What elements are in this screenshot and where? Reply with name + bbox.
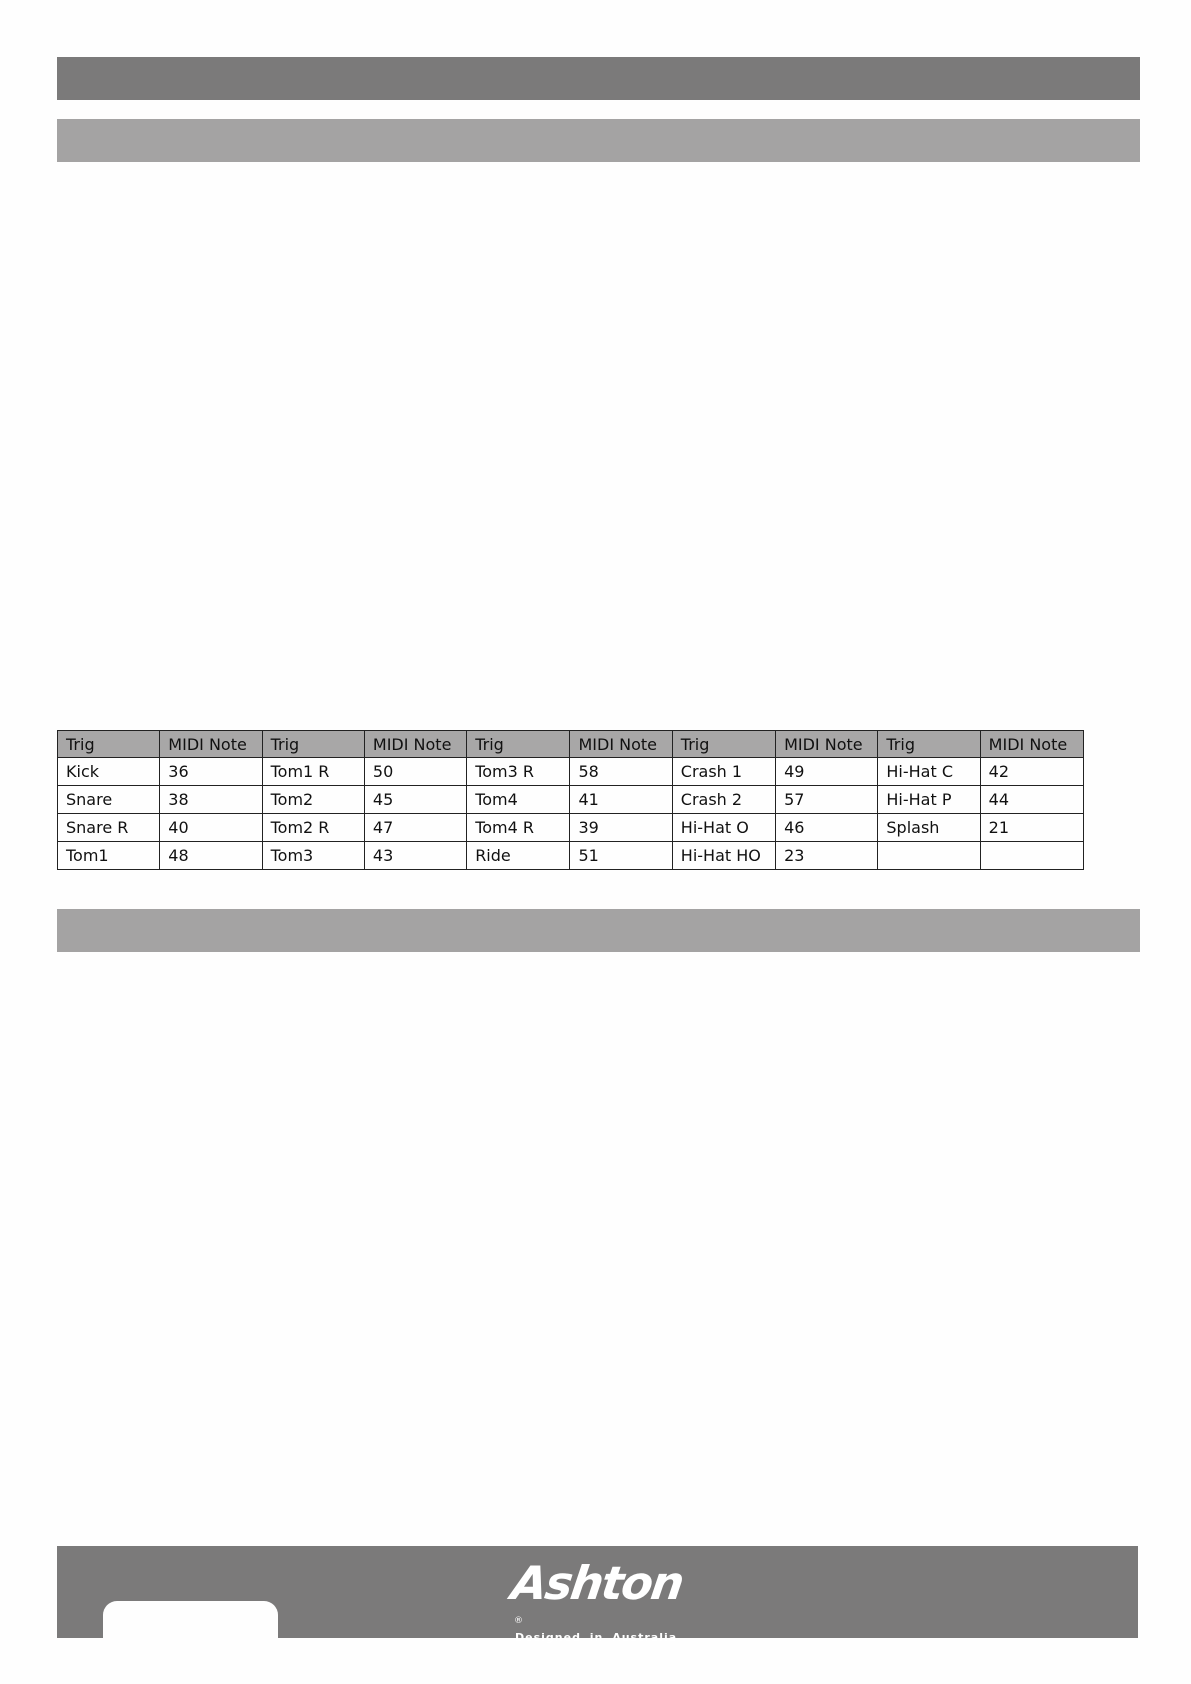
trig-cell: Crash 2 [672,786,775,814]
column-header-midi-note: MIDI Note [776,731,878,758]
logo-wordmark: Ashton [508,1556,686,1610]
trig-cell: Tom3 R [467,758,570,786]
midi-note-cell: 46 [776,814,878,842]
trig-cell: Tom1 R [262,758,364,786]
midi-note-cell: 45 [364,786,466,814]
midi-note-cell: 48 [160,842,262,870]
trig-cell: Tom2 [262,786,364,814]
midi-note-cell: 44 [980,786,1083,814]
trig-cell: Hi-Hat P [878,786,980,814]
table-row [58,758,1084,786]
trig-cell: Tom4 R [467,814,570,842]
midi-note-table [57,730,1084,870]
table-row [58,842,1084,870]
trig-cell: Hi-Hat HO [672,842,775,870]
midi-note-cell: 21 [980,814,1083,842]
column-header-trig: Trig [878,731,980,758]
trig-cell: Tom2 R [262,814,364,842]
trig-cell: Snare R [58,814,160,842]
midi-note-cell: 57 [776,786,878,814]
trig-cell: Hi-Hat O [672,814,775,842]
trig-cell: Kick [58,758,160,786]
table-row [58,814,1084,842]
table-row [58,786,1084,814]
midi-note-cell [980,842,1083,870]
column-header-trig: Trig [672,731,775,758]
column-header-trig: Trig [262,731,364,758]
midi-note-cell: 42 [980,758,1083,786]
column-header-midi-note: MIDI Note [364,731,466,758]
trig-cell: Tom3 [262,842,364,870]
table-header-row [58,731,1084,758]
registered-mark: ® [514,1616,523,1626]
ashton-logo [508,1556,692,1644]
midi-note-cell: 40 [160,814,262,842]
trig-cell: Ride [467,842,570,870]
section-heading-bar [57,909,1140,952]
trig-cell: Tom4 [467,786,570,814]
trig-cell [878,842,980,870]
midi-note-cell: 43 [364,842,466,870]
trig-cell: Snare [58,786,160,814]
trig-cell: Splash [878,814,980,842]
column-header-midi-note: MIDI Note [160,731,262,758]
midi-note-cell: 51 [570,842,672,870]
page-number-tab [103,1601,278,1641]
column-header-midi-note: MIDI Note [980,731,1083,758]
midi-note-cell: 38 [160,786,262,814]
footer [57,1546,1138,1644]
midi-note-cell: 49 [776,758,878,786]
header-bar [57,57,1140,100]
column-header-trig: Trig [467,731,570,758]
midi-note-cell: 41 [570,786,672,814]
midi-note-cell: 36 [160,758,262,786]
midi-note-cell: 47 [364,814,466,842]
section-heading-bar [57,119,1140,162]
midi-note-cell: 50 [364,758,466,786]
midi-note-cell: 39 [570,814,672,842]
column-header-midi-note: MIDI Note [570,731,672,758]
column-header-trig: Trig [58,731,160,758]
trig-cell: Tom1 [58,842,160,870]
midi-note-cell: 23 [776,842,878,870]
trig-cell: Hi-Hat C [878,758,980,786]
trig-cell: Crash 1 [672,758,775,786]
midi-note-cell: 58 [570,758,672,786]
logo-tagline: Designed in Australia [515,1631,678,1644]
